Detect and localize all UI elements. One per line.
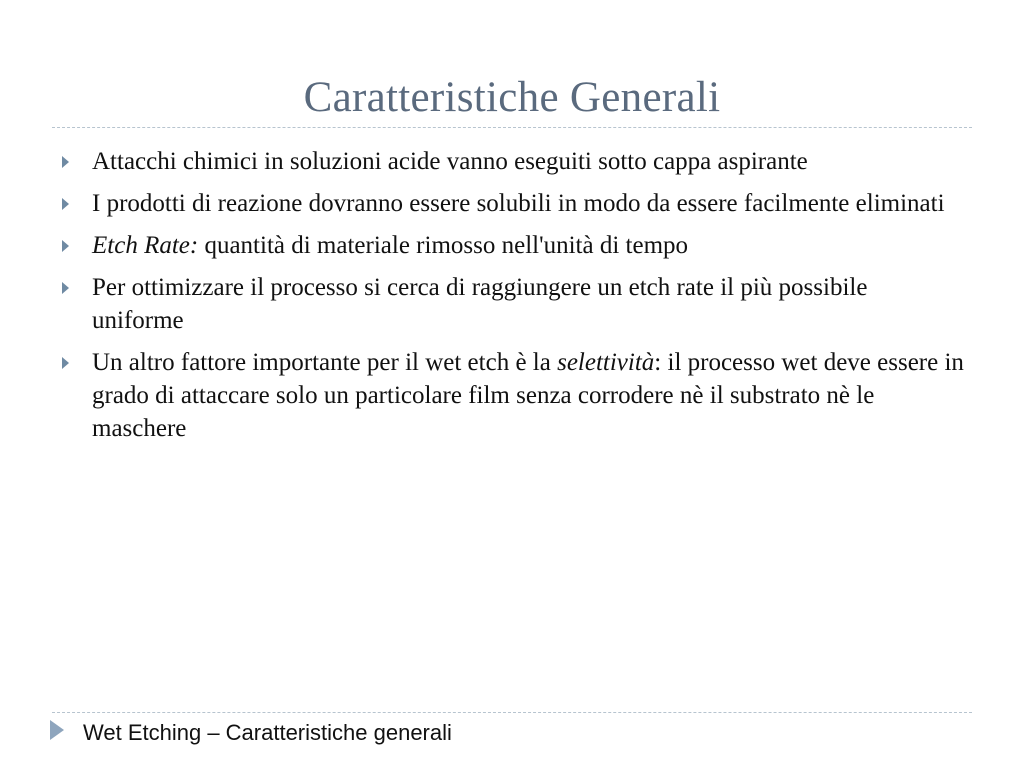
bullet-item — [0, 145, 1024, 178]
bullet-item — [0, 229, 1024, 262]
triangle-footer-icon — [50, 720, 64, 740]
footer-divider — [52, 712, 972, 713]
bullet-text: I prodotti di reazione dovranno essere solubili in modo da essere facilmente eliminati — [92, 190, 945, 217]
bullet-text: Un altro fattore importante per il wet etch è la — [92, 349, 558, 376]
bullet-text: Attacchi chimici in soluzioni acide vanno eseguiti sotto cappa aspirante — [92, 148, 808, 175]
slide-title: Caratteristiche Generali — [303, 74, 721, 121]
triangle-bullet-icon — [62, 282, 69, 294]
bullet-term: selettività — [557, 349, 655, 376]
bullet-item — [0, 187, 1024, 220]
triangle-bullet-icon — [62, 357, 69, 369]
bullet-item — [0, 271, 1024, 337]
bullet-term: Etch Rate: — [92, 232, 199, 259]
footer-text: Wet Etching – Caratteristiche generali — [83, 720, 452, 745]
title-divider — [52, 127, 972, 128]
triangle-bullet-icon — [62, 198, 69, 210]
bullet-text: quantità di materiale rimosso nell'unità di tempo — [198, 232, 689, 259]
bullet-text: : il processo wet deve essere in grado di attaccare solo un particolare film senza corrodere nè il substrato nè le maschere — [92, 349, 964, 442]
triangle-bullet-icon — [62, 156, 69, 168]
triangle-bullet-icon — [62, 240, 69, 252]
bullet-text: Per ottimizzare il processo si cerca di raggiungere un etch rate il più possibile uniforme — [92, 274, 868, 334]
bullet-list — [0, 145, 1024, 454]
bullet-item — [0, 346, 1024, 445]
